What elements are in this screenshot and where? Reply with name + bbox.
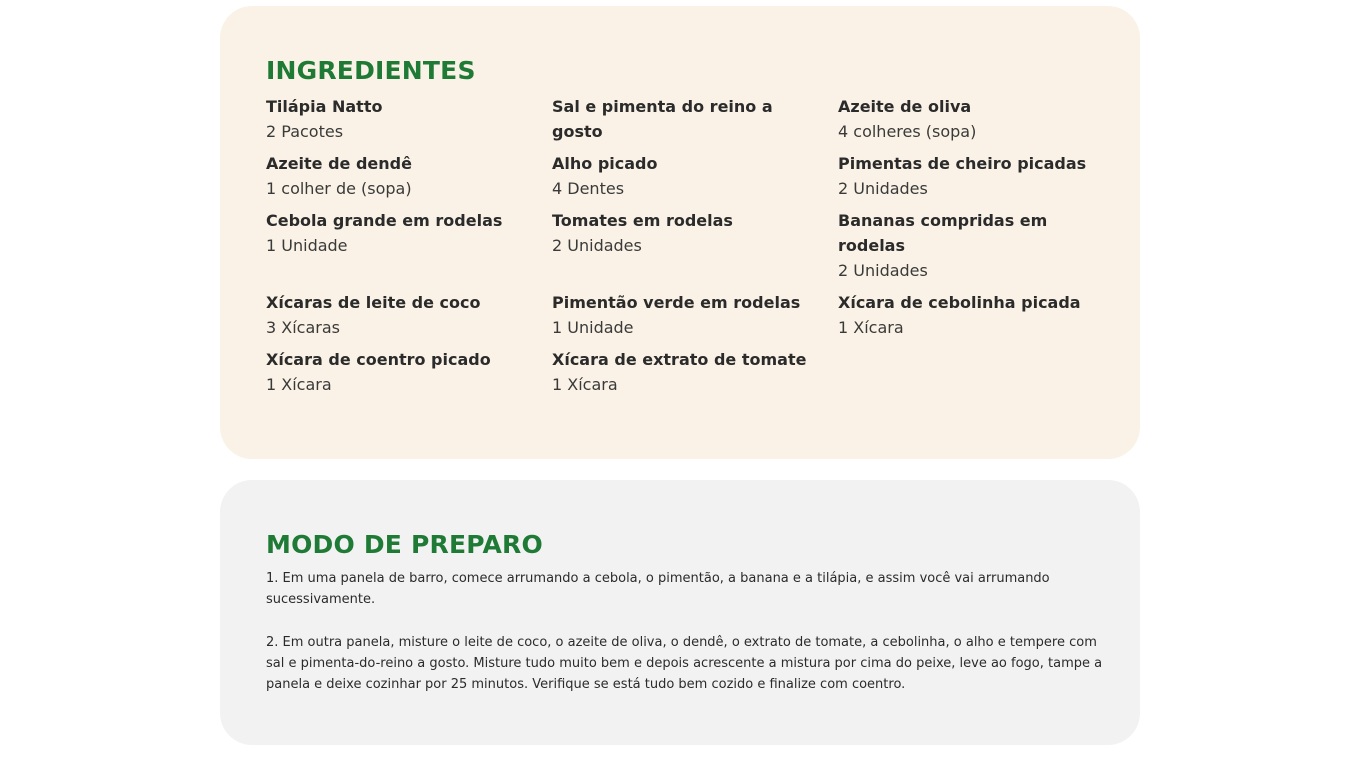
ingredient-name: Azeite de oliva xyxy=(838,97,972,116)
ingredient-item xyxy=(266,208,552,284)
ingredient-name: Tomates em rodelas xyxy=(552,211,733,230)
ingredient-quantity: 1 colher de (sopa) xyxy=(266,179,412,198)
ingredient-name: Bananas compridas em rodelas xyxy=(838,211,1048,255)
ingredient-quantity: 1 Xícara xyxy=(266,375,332,394)
preparo-step: 2. Em outra panela, misture o leite de coco, o azeite de oliva, o dendê, o extrato de tomate, a cebolinha, o alho e tempere com sal e pimenta-do-reino a gosto. Misture tudo muito bem e depois acrescente a mistura por cima do peixe, leve ao fogo, tampe a panela e deixe cozinhar por 25 minutos. Verifique se está tudo bem cozido e finalize com coentro. xyxy=(266,634,1103,693)
ingredient-item xyxy=(552,290,838,341)
ingredients-title: INGREDIENTES xyxy=(266,56,476,85)
ingredient-name: Pimentão verde em rodelas xyxy=(552,293,801,312)
ingredient-name: Azeite de dendê xyxy=(266,154,412,173)
ingredient-quantity: 2 Unidades xyxy=(552,236,642,255)
ingredient-name: Cebola grande em rodelas xyxy=(266,211,503,230)
ingredient-quantity: 2 Unidades xyxy=(838,261,928,280)
ingredient-quantity: 1 Xícara xyxy=(838,318,904,337)
ingredient-name: Xícara de extrato de tomate xyxy=(552,350,807,369)
ingredient-name: Xícara de coentro picado xyxy=(266,350,491,369)
ingredients-list xyxy=(266,94,1126,398)
ingredient-name: Alho picado xyxy=(552,154,658,173)
ingredient-quantity: 3 Xícaras xyxy=(266,318,340,337)
ingredient-name: Pimentas de cheiro picadas xyxy=(838,154,1087,173)
ingredient-name: Xícaras de leite de coco xyxy=(266,293,481,312)
ingredient-quantity: 4 colheres (sopa) xyxy=(838,122,977,141)
ingredient-item xyxy=(838,94,1124,145)
ingredients-card xyxy=(220,6,1140,459)
ingredient-name: Tilápia Natto xyxy=(266,97,383,116)
ingredient-item xyxy=(552,347,838,398)
ingredient-quantity: 1 Unidade xyxy=(552,318,634,337)
ingredient-item xyxy=(266,290,552,341)
ingredient-item xyxy=(838,151,1124,202)
ingredient-item xyxy=(552,151,838,202)
ingredient-quantity: 2 Pacotes xyxy=(266,122,344,141)
ingredient-quantity: 1 Unidade xyxy=(266,236,348,255)
ingredient-name: Xícara de cebolinha picada xyxy=(838,293,1081,312)
ingredient-item xyxy=(552,94,838,145)
ingredient-item xyxy=(552,208,838,284)
ingredient-item xyxy=(266,94,552,145)
ingredient-item xyxy=(266,347,552,398)
ingredient-quantity: 1 Xícara xyxy=(552,375,618,394)
preparo-step: 1. Em uma panela de barro, comece arrumando a cebola, o pimentão, a banana e a tilápia, e assim você vai arrumando sucessivamente. xyxy=(266,571,1050,608)
preparo-steps xyxy=(266,568,1106,716)
ingredient-quantity: 2 Unidades xyxy=(838,179,928,198)
preparo-title: MODO DE PREPARO xyxy=(266,530,543,559)
ingredient-name: Sal e pimenta do reino a gosto xyxy=(552,97,773,141)
ingredient-quantity: 4 Dentes xyxy=(552,179,625,198)
ingredient-item xyxy=(838,290,1124,341)
ingredient-item xyxy=(838,208,1124,284)
preparo-card xyxy=(220,480,1140,745)
ingredient-item xyxy=(266,151,552,202)
